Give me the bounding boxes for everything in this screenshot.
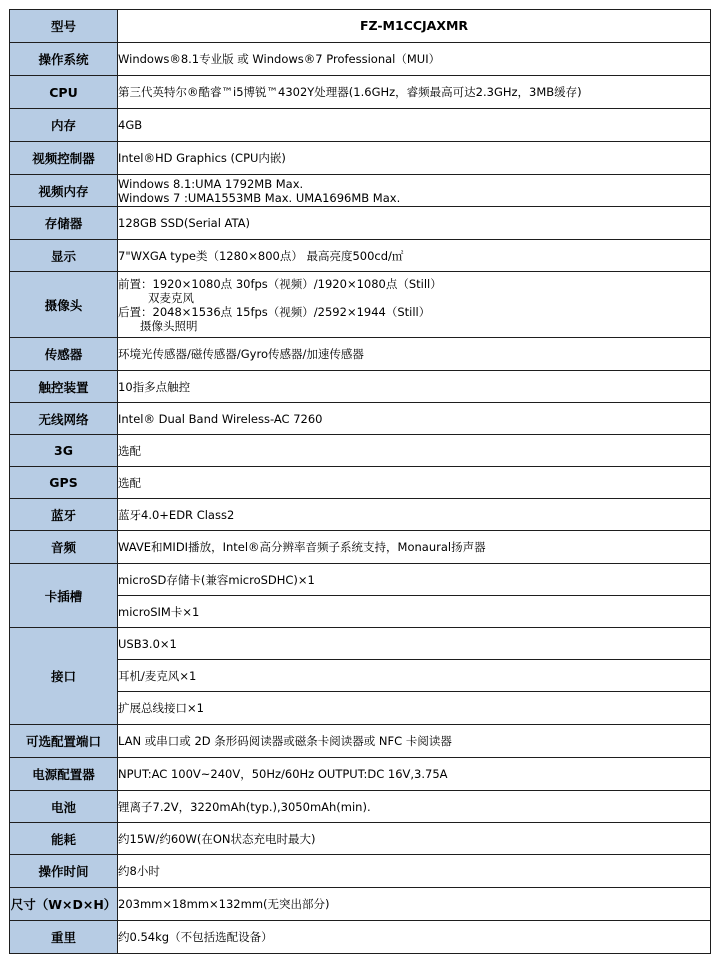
row-label: 电源配置器 <box>10 758 118 791</box>
row-value: 扩展总线接口×1 <box>118 692 711 725</box>
table-row <box>10 207 711 240</box>
row-label: 无线网络 <box>10 403 118 435</box>
row-value: 环境光传感器/磁传感器/Gyro传感器/加速传感器 <box>118 338 711 371</box>
row-value: LAN 或串口或 2D 条形码阅读器或磁条卡阅读器或 NFC 卡阅读器 <box>118 725 711 758</box>
table-row <box>10 109 711 142</box>
row-label: GPS <box>10 467 118 499</box>
table-row <box>10 338 711 371</box>
row-value: 约15W/约60W(在ON状态充电时最大) <box>118 823 711 855</box>
table-row <box>10 240 711 272</box>
row-value: 蓝牙4.0+EDR Class2 <box>118 499 711 531</box>
table-row <box>10 76 711 109</box>
table-row <box>10 823 711 855</box>
value-line: 前置：1920×1080点 30fps（视频）/1920×1080点（Still） <box>118 276 442 291</box>
table-row <box>10 403 711 435</box>
row-value: NPUT:AC 100V~240V，50Hz/60Hz OUTPUT:DC 16V,3.75A <box>118 758 711 791</box>
row-label: 触控装置 <box>10 371 118 403</box>
row-label: CPU <box>10 76 118 109</box>
row-value: 选配 <box>118 435 711 467</box>
value-line: 双麦克风 <box>148 290 194 305</box>
row-value <box>118 272 711 338</box>
table-row <box>10 435 711 467</box>
row-label: 接口 <box>10 628 118 725</box>
table-row <box>10 43 711 76</box>
row-label: 摄像头 <box>10 272 118 338</box>
row-label: 传感器 <box>10 338 118 371</box>
row-label: 蓝牙 <box>10 499 118 531</box>
spec-table <box>9 9 711 954</box>
row-value: 约0.54kg（不包括选配设备） <box>118 921 711 954</box>
table-row <box>10 855 711 888</box>
row-value: 选配 <box>118 467 711 499</box>
row-value: 203mm×18mm×132mm(无突出部分) <box>118 888 711 921</box>
table-row <box>10 272 711 338</box>
value-line: 摄像头照明 <box>140 318 198 333</box>
row-value: 128GB SSD(Serial ATA) <box>118 207 711 240</box>
row-label: 视频控制器 <box>10 142 118 175</box>
row-value: Intel®HD Graphics (CPU内嵌) <box>118 142 711 175</box>
table-row <box>10 791 711 823</box>
table-row <box>10 142 711 175</box>
row-label: 3G <box>10 435 118 467</box>
row-label: 显示 <box>10 240 118 272</box>
row-value: 第三代英特尔®酷睿™i5博锐™4302Y处理器(1.6GHz，睿频最高可达2.3GHz，3MB缓存) <box>118 76 711 109</box>
row-label: 电池 <box>10 791 118 823</box>
row-value: Windows®8.1专业版 或 Windows®7 Professional（MUI） <box>118 43 711 76</box>
row-value: WAVE和MIDI播放，Intel®高分辨率音频子系统支持，Monaural扬声器 <box>118 531 711 564</box>
row-value <box>118 175 711 207</box>
row-label: 内存 <box>10 109 118 142</box>
table-row <box>10 725 711 758</box>
row-value: 约8小时 <box>118 855 711 888</box>
row-value: 锂离子7.2V，3220mAh(typ.),3050mAh(min). <box>118 791 711 823</box>
table-row <box>10 531 711 564</box>
row-label: 型号 <box>10 10 118 43</box>
value-line: Windows 7 :UMA1553MB Max. UMA1696MB Max. <box>118 190 401 205</box>
table-row <box>10 921 711 954</box>
row-value: microSD存储卡(兼容microSDHC)×1 <box>118 564 711 596</box>
table-row <box>10 758 711 791</box>
row-label: 存储器 <box>10 207 118 240</box>
table-row <box>10 564 711 596</box>
table-row <box>10 888 711 921</box>
row-label: 操作时间 <box>10 855 118 888</box>
row-value: 4GB <box>118 109 711 142</box>
value-line: Windows 8.1:UMA 1792MB Max. <box>118 176 304 191</box>
row-value: 10指多点触控 <box>118 371 711 403</box>
row-label: 视频内存 <box>10 175 118 207</box>
row-label: 音频 <box>10 531 118 564</box>
row-label: 可选配置端口 <box>10 725 118 758</box>
row-label: 能耗 <box>10 823 118 855</box>
row-label: 操作系统 <box>10 43 118 76</box>
row-label: 卡插槽 <box>10 564 118 628</box>
table-row <box>10 499 711 531</box>
table-row <box>10 175 711 207</box>
table-row <box>10 628 711 660</box>
table-row <box>10 467 711 499</box>
row-value: 7"WXGA type类（1280×800点） 最高亮度500cd/㎡ <box>118 240 711 272</box>
table-row <box>10 371 711 403</box>
value-line: 后置：2048×1536点 15fps（视频）/2592×1944（Still） <box>118 304 431 319</box>
row-value: microSIM卡×1 <box>118 596 711 628</box>
row-value: USB3.0×1 <box>118 628 711 660</box>
model-value: FZ-M1CCJAXMR <box>118 10 711 43</box>
row-label: 尺寸（W×D×H） <box>10 888 118 921</box>
row-value: Intel® Dual Band Wireless-AC 7260 <box>118 403 711 435</box>
table-row <box>10 10 711 43</box>
row-value: 耳机/麦克风×1 <box>118 660 711 692</box>
row-label: 重里 <box>10 921 118 954</box>
